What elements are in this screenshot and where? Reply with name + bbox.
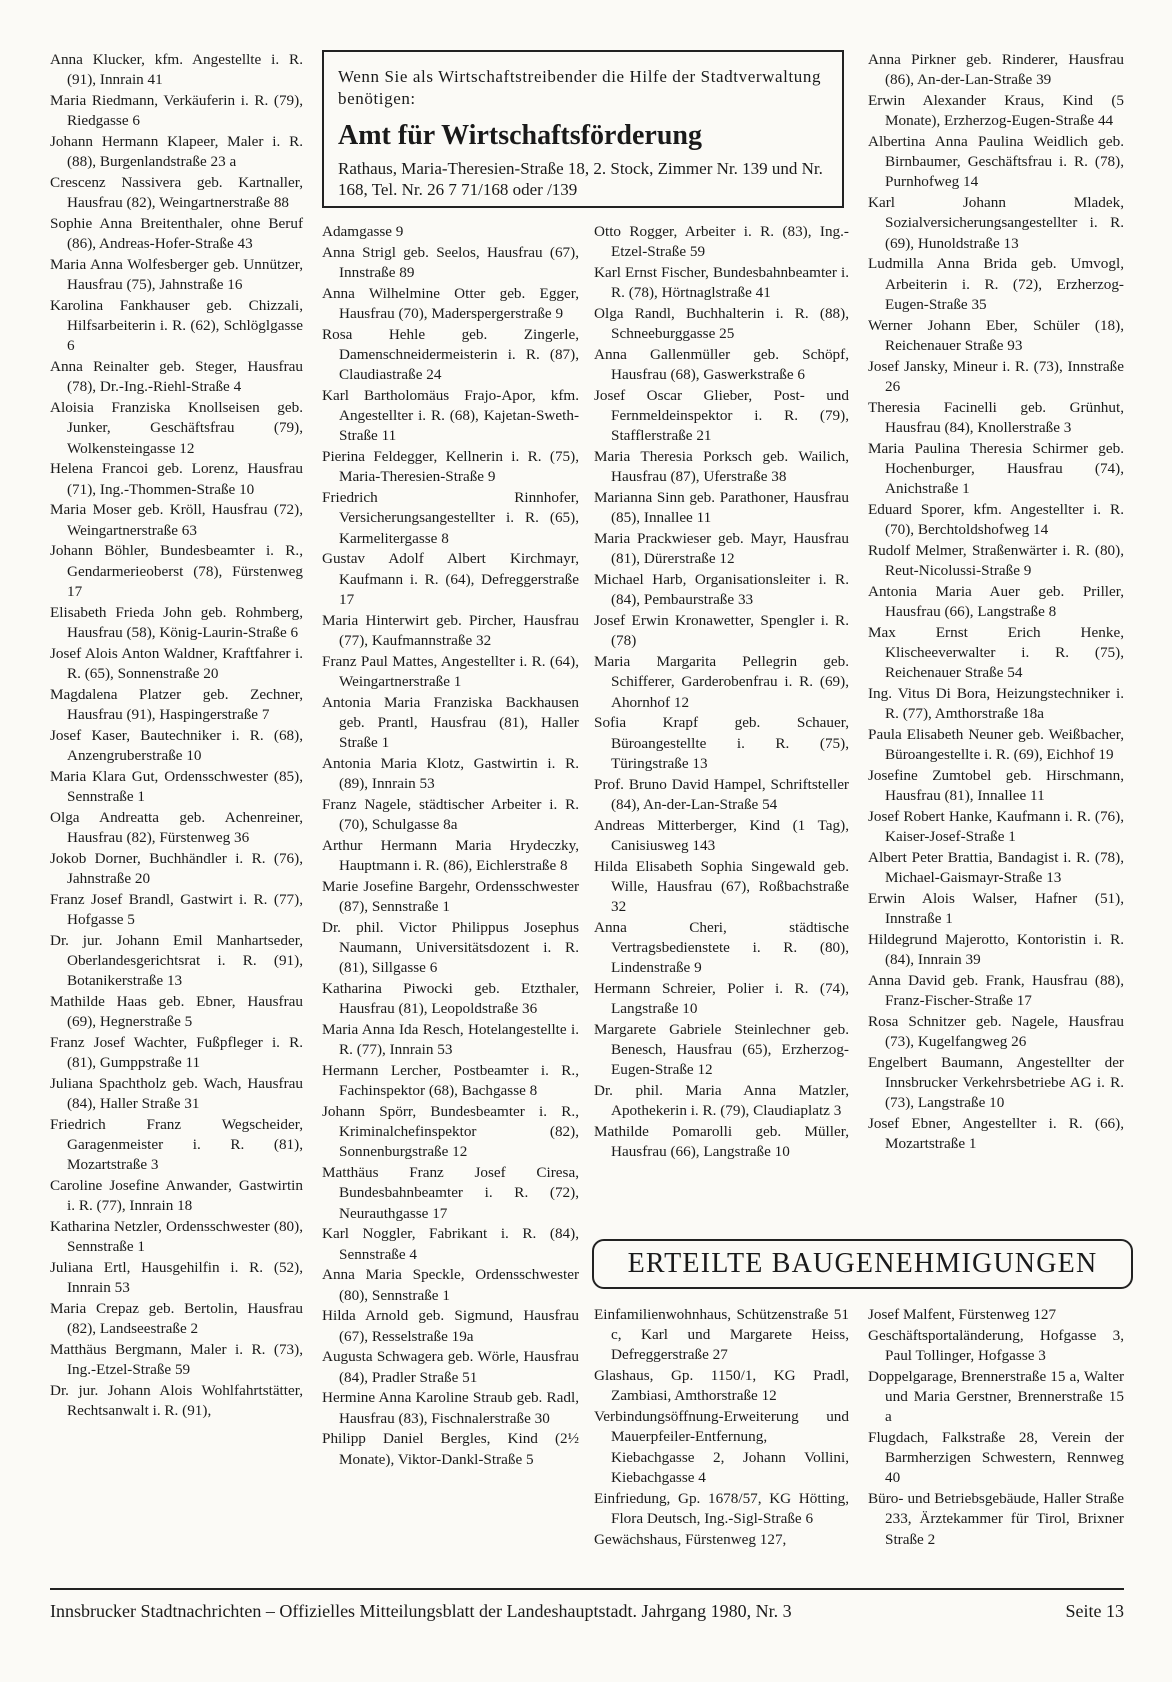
entry: Maria Anna Wolfesberger geb. Unnützer, Hausfrau (75), Jahnstraße 16 xyxy=(50,256,303,294)
entry: Anna Pirkner geb. Rinderer, Hausfrau (86), An-der-Lan-Straße 39 xyxy=(868,51,1124,89)
entry: Karl Ernst Fischer, Bundesbahnbeamter i. R. (78), Hörtnaglstraße 41 xyxy=(594,264,849,302)
entry: Franz Josef Wachter, Fußpfleger i. R. (81), Gumppstraße 11 xyxy=(50,1033,303,1072)
entry: Andreas Mitterberger, Kind (1 Tag), Canisiusweg 143 xyxy=(594,816,849,854)
entry: Werner Johann Eber, Schüler (18), Reichenauer Straße 93 xyxy=(868,316,1124,354)
permit-entry: Flugdach, Falkstraße 28, Verein der Barmherzigen Schwestern, Rennweg 40 xyxy=(868,1429,1124,1487)
entry: Dr. jur. Johann Emil Manhartseder, Oberlandesgerichtsrat i. R. (91), Botanikerstraße 13 xyxy=(50,931,303,990)
entry: Hilda Elisabeth Sophia Singewald geb. Wille, Hausfrau (67), Roßbachstraße 32 xyxy=(594,857,849,916)
entry: Hermann Schreier, Polier i. R. (74), Langstraße 10 xyxy=(594,980,849,1018)
entry: Antonia Maria Franziska Backhausen geb. Prantl, Hausfrau (81), Haller Straße 1 xyxy=(322,693,579,752)
entry: Hermann Lercher, Postbeamter i. R., Fachinspektor (68), Bachgasse 8 xyxy=(322,1062,579,1100)
entry: Maria Riedmann, Verkäuferin i. R. (79), Riedgasse 6 xyxy=(50,92,303,130)
entry: Friedrich Franz Wegscheider, Garagenmeister i. R. (81), Mozartstraße 3 xyxy=(50,1115,303,1174)
entry: Maria Moser geb. Kröll, Hausfrau (72), Weingartnerstraße 63 xyxy=(50,501,303,539)
entry: Anna Klucker, kfm. Angestellte i. R. (91), Innrain 41 xyxy=(50,51,303,89)
permit-entry: Geschäftsportaländerung, Hofgasse 3, Paul Tollinger, Hofgasse 3 xyxy=(868,1326,1124,1364)
box-intro: Wenn Sie als Wirtschaftstreibender die Hilfe der Stadtverwaltung benötigen: xyxy=(338,67,822,108)
wirtschaftsfoerderung-box xyxy=(322,50,844,208)
entry: Rosa Hehle geb. Zingerle, Damenschneidermeisterin i. R. (87), Claudiastraße 24 xyxy=(322,325,579,384)
entry: Anna Cheri, städtische Vertragsbedienstete i. R. (80), Lindenstraße 9 xyxy=(594,918,849,977)
entry: Rosa Schnitzer geb. Nagele, Hausfrau (73), Kugelfangweg 26 xyxy=(868,1013,1124,1051)
entry: Karl Johann Mladek, Sozialversicherungsangestellter i. R. (69), Hunoldstraße 13 xyxy=(868,194,1124,252)
entry: Karl Bartholomäus Frajo-Apor, kfm. Angestellter i. R. (68), Kajetan-Sweth-Straße 11 xyxy=(322,387,579,445)
entry: Sophie Anna Breitenthaler, ohne Beruf (86), Andreas-Hofer-Straße 43 xyxy=(50,215,303,253)
entry: Johann Hermann Klapeer, Maler i. R. (88), Burgenlandstraße 23 a xyxy=(50,133,303,171)
entry: Josef Kaser, Bautechniker i. R. (68), Anzengruberstraße 10 xyxy=(50,726,303,764)
entry: Matthäus Bergmann, Maler i. R. (73), Ing.-Etzel-Straße 59 xyxy=(50,1341,303,1379)
entry: Maria Paulina Theresia Schirmer geb. Hochenburger, Hausfrau (74), Anichstraße 1 xyxy=(868,439,1124,498)
entry: Anna Wilhelmine Otter geb. Egger, Hausfrau (70), Maderspergerstraße 9 xyxy=(322,284,579,322)
entry: Franz Paul Mattes, Angestellter i. R. (64), Weingartnerstraße 1 xyxy=(322,652,579,690)
entry: Elisabeth Frieda John geb. Rohmberg, Hausfrau (58), König-Laurin-Straße 6 xyxy=(50,603,303,641)
column-4 xyxy=(868,50,1124,1155)
entry: Eduard Sporer, kfm. Angestellter i. R. (70), Berchtoldshofweg 14 xyxy=(868,500,1124,539)
entry: Juliana Ertl, Hausgehilfin i. R. (52), Innrain 53 xyxy=(50,1259,303,1297)
permit-entry: Doppelgarage, Brennerstraße 15 a, Walter und Maria Gerstner, Brennerstraße 15 a xyxy=(868,1367,1124,1426)
entry: Maria Hinterwirt geb. Pircher, Hausfrau (77), Kaufmannstraße 32 xyxy=(322,611,579,649)
entry: Anna Gallenmüller geb. Schöpf, Hausfrau (68), Gaswerkstraße 6 xyxy=(594,346,849,384)
entry: Magdalena Platzer geb. Zechner, Hausfrau (91), Haspingerstraße 7 xyxy=(50,685,303,723)
entry: Katharina Piwocki geb. Etzthaler, Hausfrau (81), Leopoldstraße 36 xyxy=(322,980,579,1018)
footer-publication: Innsbrucker Stadtnachrichten – Offizielles Mitteilungsblatt der Landeshauptstadt. Jahrgang 1980, Nr. 3 xyxy=(50,1601,792,1621)
permit-entry: Büro- und Betriebsgebäude, Haller Straße 233, Ärztekammer für Tirol, Brixner Straße 2 xyxy=(868,1490,1124,1548)
column-3 xyxy=(594,222,849,1163)
entry: Franz Nagele, städtischer Arbeiter i. R. (70), Schulgasse 8a xyxy=(322,795,579,834)
entry: Arthur Hermann Maria Hrydeczky, Hauptmann i. R. (86), Eichlerstraße 8 xyxy=(322,836,579,875)
entry: Josef Ebner, Angestellter i. R. (66), Mozartstraße 1 xyxy=(868,1115,1124,1153)
permit-entry: Glashaus, Gp. 1150/1, KG Pradl, Zambiasi, Amthorstraße 12 xyxy=(594,1367,849,1405)
baugenehmigungen-left xyxy=(594,1305,849,1550)
entry: Franz Josef Brandl, Gastwirt i. R. (77), Hofgasse 5 xyxy=(50,890,303,928)
entry: Hildegrund Majerotto, Kontoristin i. R. (84), Innrain 39 xyxy=(868,931,1124,969)
entry: Johann Böhler, Bundesbeamter i. R., Gendarmerieoberst (78), Fürstenweg 17 xyxy=(50,542,303,600)
entry: Josef Erwin Kronawetter, Spengler i. R. (78) xyxy=(594,612,849,650)
entry: Marie Josefine Bargehr, Ordensschwester (87), Sennstraße 1 xyxy=(322,877,579,916)
entry: Maria Prackwieser geb. Mayr, Hausfrau (81), Dürerstraße 12 xyxy=(594,530,849,568)
entry: Antonia Maria Auer geb. Priller, Hausfrau (66), Langstraße 8 xyxy=(868,582,1124,621)
page-footer xyxy=(50,1588,1124,1622)
entry: Otto Rogger, Arbeiter i. R. (83), Ing.-Etzel-Straße 59 xyxy=(594,223,849,261)
entry: Maria Margarita Pellegrin geb. Schifferer, Garderobenfrau i. R. (69), Ahornhof 12 xyxy=(594,653,849,711)
entry: Margarete Gabriele Steinlechner geb. Benesch, Hausfrau (65), Erzherzog-Eugen-Straße 12 xyxy=(594,1021,849,1079)
entry: Engelbert Baumann, Angestellter der Innsbrucker Verkehrsbetriebe AG i. R. (73), Langstraße 10 xyxy=(868,1054,1124,1112)
entry: Erwin Alois Walser, Hafner (51), Innstraße 1 xyxy=(868,890,1124,928)
entry: Karolina Fankhauser geb. Chizzali, Hilfsarbeiterin i. R. (62), Schlöglgasse 6 xyxy=(50,297,303,355)
entry: Ing. Vitus Di Bora, Heizungstechniker i. R. (77), Amthorstraße 18a xyxy=(868,685,1124,723)
entry: Albertina Anna Paulina Weidlich geb. Birnbaumer, Geschäftsfrau i. R. (78), Purnhofweg 14 xyxy=(868,133,1124,191)
entry: Karl Noggler, Fabrikant i. R. (84), Sennstraße 4 xyxy=(322,1225,579,1263)
entry: Gustav Adolf Albert Kirchmayr, Kaufmann i. R. (64), Defreggerstraße 17 xyxy=(322,550,579,608)
entry: Albert Peter Brattia, Bandagist i. R. (78), Michael-Gaismayr-Straße 13 xyxy=(868,849,1124,887)
entry: Josef Jansky, Mineur i. R. (73), Innstraße 26 xyxy=(868,357,1124,395)
permit-entry: Gewächshaus, Fürstenweg 127, xyxy=(594,1530,787,1548)
permit-entry: Einfamilienwohnhaus, Schützenstraße 51 c, Karl und Margarete Heiss, Defreggerstraße 27 xyxy=(594,1306,849,1364)
entry: Crescenz Nassivera geb. Kartnaller, Hausfrau (82), Weingartnerstraße 88 xyxy=(50,174,303,212)
entry: Theresia Facinelli geb. Grünhut, Hausfrau (84), Knollerstraße 3 xyxy=(868,398,1124,436)
entry: Sofia Krapf geb. Schauer, Büroangestellte i. R. (75), Türingstraße 13 xyxy=(594,714,849,772)
entry: Marianna Sinn geb. Parathoner, Hausfrau (85), Innallee 11 xyxy=(594,489,849,527)
entry: Friedrich Rinnhofer, Versicherungsangestellter i. R. (65), Karmelitergasse 8 xyxy=(322,489,579,547)
entry: Erwin Alexander Kraus, Kind (5 Monate), Erzherzog-Eugen-Straße 44 xyxy=(868,92,1124,130)
entry: Anna Strigl geb. Seelos, Hausfrau (67), Innstraße 89 xyxy=(322,243,579,281)
entry: Philipp Daniel Bergles, Kind (2½ Monate), Viktor-Dankl-Straße 5 xyxy=(322,1430,579,1468)
entry: Hermine Anna Karoline Straub geb. Radl, Hausfrau (83), Fischnalerstraße 30 xyxy=(322,1389,579,1427)
box-address: Rathaus, Maria-Theresien-Straße 18, 2. Stock, Zimmer Nr. 139 und Nr. 168, Tel. Nr. 26 7 71/168 oder /139 xyxy=(338,159,823,199)
entry: Josef Alois Anton Waldner, Kraftfahrer i. R. (65), Sonnenstraße 20 xyxy=(50,644,303,682)
entry: Hilda Arnold geb. Sigmund, Hausfrau (67), Resselstraße 19a xyxy=(322,1307,579,1345)
entry: Antonia Maria Klotz, Gastwirtin i. R. (89), Innrain 53 xyxy=(322,754,579,793)
entry: Maria Klara Gut, Ordensschwester (85), Sennstraße 1 xyxy=(50,767,303,805)
entry: Anna David geb. Frank, Hausfrau (88), Franz-Fischer-Straße 17 xyxy=(868,972,1124,1010)
entry: Anna Reinalter geb. Steger, Hausfrau (78), Dr.-Ing.-Riehl-Straße 4 xyxy=(50,358,303,396)
entry: Augusta Schwagera geb. Wörle, Hausfrau (84), Pradler Straße 51 xyxy=(322,1348,579,1386)
entry: Rudolf Melmer, Straßenwärter i. R. (80), Reut-Nicolussi-Straße 9 xyxy=(868,541,1124,580)
entry: Prof. Bruno David Hampel, Schriftsteller (84), An-der-Lan-Straße 54 xyxy=(594,775,849,813)
permit-entry: Einfriedung, Gp. 1678/57, KG Hötting, Flora Deutsch, Ing.-Sigl-Straße 6 xyxy=(594,1489,849,1527)
entry: Josef Oscar Glieber, Post- und Fernmeldeinspektor i. R. (79), Stafflerstraße 21 xyxy=(594,387,849,445)
column-1 xyxy=(50,50,303,1422)
box-title: Amt für Wirtschaftsförderung xyxy=(338,120,702,151)
entry: Adamgasse 9 xyxy=(322,223,404,240)
entry: Olga Randl, Buchhalterin i. R. (88), Schneeburggasse 25 xyxy=(594,305,849,343)
entry: Dr. phil. Maria Anna Matzler, Apothekerin i. R. (79), Claudiaplatz 3 xyxy=(594,1082,849,1120)
entry: Maria Anna Ida Resch, Hotelangestellte i. R. (77), Innrain 53 xyxy=(322,1021,579,1059)
entry: Michael Harb, Organisationsleiter i. R. (84), Pembaurstraße 33 xyxy=(594,571,849,609)
permit-entry: Verbindungsöffnung-Erweiterung und Mauerpfeiler-Entfernung, Kiebachgasse 2, Johann Vollini, Kiebachgasse 4 xyxy=(594,1408,849,1486)
entry: Aloisia Franziska Knollseisen geb. Junker, Geschäftsfrau (79), Wolkensteingasse 12 xyxy=(50,399,303,457)
permit-entry: Josef Malfent, Fürstenweg 127 xyxy=(868,1306,1057,1323)
entry: Helena Francoi geb. Lorenz, Hausfrau (71), Ing.-Thommen-Straße 10 xyxy=(50,460,303,498)
entry: Dr. jur. Johann Alois Wohlfahrtstätter, Rechtsanwalt i. R. (91), xyxy=(50,1382,303,1420)
entry: Josef Robert Hanke, Kaufmann i. R. (76), Kaiser-Josef-Straße 1 xyxy=(868,808,1124,846)
baugenehmigungen-right xyxy=(868,1305,1124,1550)
entry: Johann Spörr, Bundesbeamter i. R., Kriminalchefinspektor (82), Sonnenburgstraße 12 xyxy=(322,1103,579,1161)
column-2 xyxy=(322,222,579,1470)
entry: Caroline Josefine Anwander, Gastwirtin i. R. (77), Innrain 18 xyxy=(50,1177,303,1215)
entry: Mathilde Pomarolli geb. Müller, Hausfrau (66), Langstraße 10 xyxy=(594,1123,849,1161)
entry: Olga Andreatta geb. Achenreiner, Hausfrau (82), Fürstenweg 36 xyxy=(50,808,303,846)
baugenehmigungen-heading: ERTEILTE BAUGENEHMIGUNGEN xyxy=(592,1239,1133,1289)
entry: Juliana Spachtholz geb. Wach, Hausfrau (84), Haller Straße 31 xyxy=(50,1074,303,1113)
entry: Anna Maria Speckle, Ordensschwester (80), Sennstraße 1 xyxy=(322,1266,579,1304)
entry: Max Ernst Erich Henke, Klischeeverwalter i. R. (75), Reichenauer Straße 54 xyxy=(868,623,1124,682)
entry: Mathilde Haas geb. Ebner, Hausfrau (69), Hegnerstraße 5 xyxy=(50,992,303,1031)
entry: Dr. phil. Victor Philippus Josephus Naumann, Universitätsdozent i. R. (81), Sillgasse 6 xyxy=(322,918,579,977)
entry: Ludmilla Anna Brida geb. Umvogl, Arbeiterin i. R. (72), Erzherzog-Eugen-Straße 35 xyxy=(868,255,1124,313)
entry: Paula Elisabeth Neuner geb. Weißbacher, Büroangestellte i. R. (69), Eichhof 19 xyxy=(868,726,1124,764)
entry: Katharina Netzler, Ordensschwester (80), Sennstraße 1 xyxy=(50,1218,303,1256)
entry: Jokob Dorner, Buchhändler i. R. (76), Jahnstraße 20 xyxy=(50,849,303,887)
entry: Maria Crepaz geb. Bertolin, Hausfrau (82), Landseestraße 2 xyxy=(50,1300,303,1338)
entry: Pierina Feldegger, Kellnerin i. R. (75), Maria-Theresien-Straße 9 xyxy=(322,448,579,486)
entry: Maria Theresia Porksch geb. Wailich, Hausfrau (87), Uferstraße 38 xyxy=(594,448,849,486)
entry: Josefine Zumtobel geb. Hirschmann, Hausfrau (81), Innallee 11 xyxy=(868,767,1124,805)
footer-page-number: Seite 13 xyxy=(1065,1601,1124,1621)
entry: Matthäus Franz Josef Ciresa, Bundesbahnbeamter i. R. (72), Neurauthgasse 17 xyxy=(322,1164,579,1222)
